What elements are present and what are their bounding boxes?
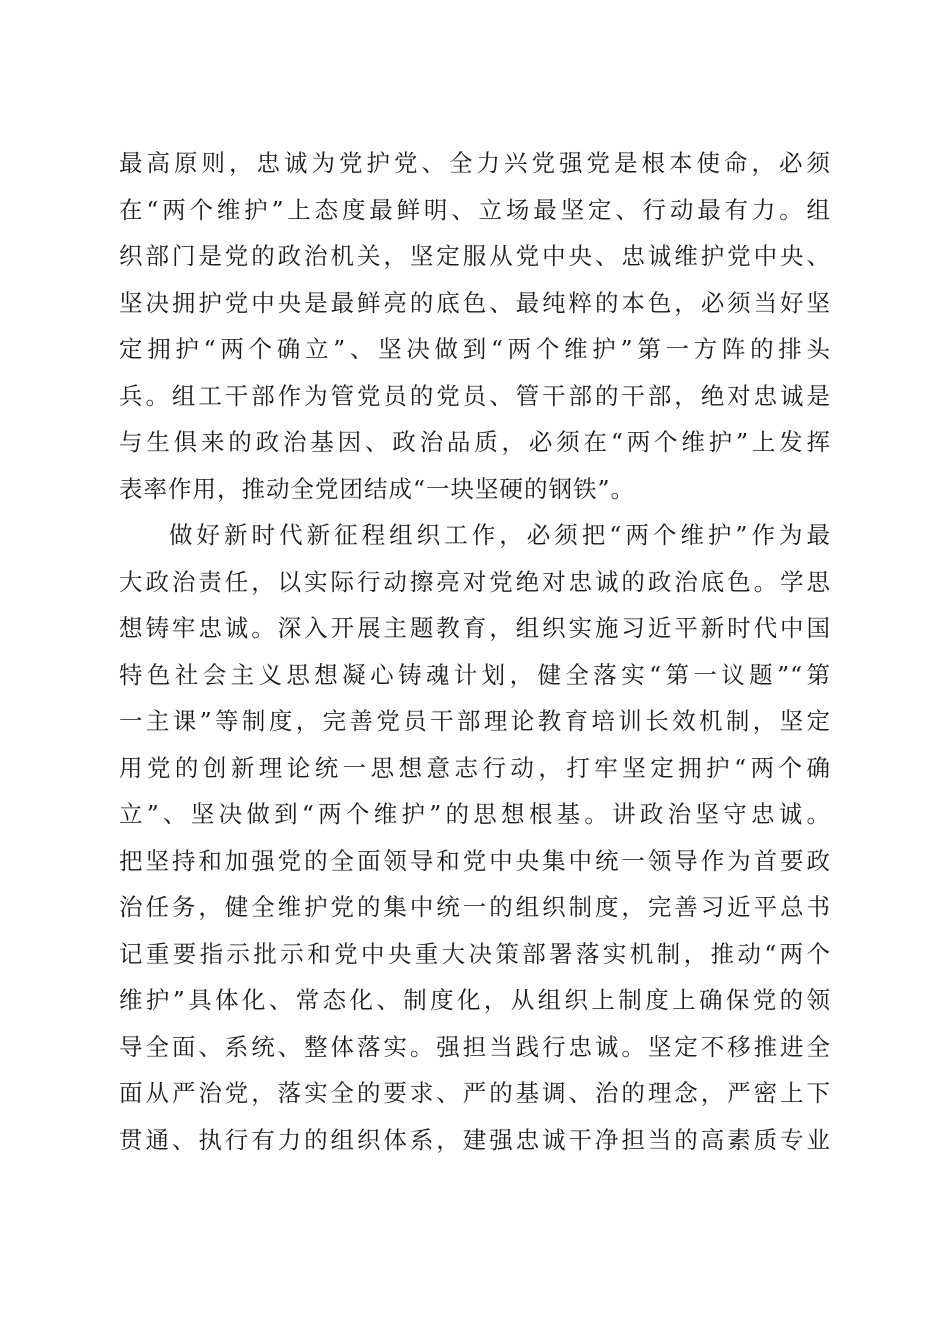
document-body [119, 140, 831, 1163]
text-line: 立”、坚决做到“两个维护”的思想根基。讲政治坚守忠诚。 [119, 800, 831, 828]
paragraph-1 [119, 140, 831, 512]
text-line: 一主课”等制度，完善党员干部理论教育培训长效机制，坚定 [119, 707, 831, 735]
text-line: 表率作用，推动全党团结成“一块坚硬的钢铁”。 [119, 474, 636, 503]
text-line: 定拥护“两个确立”、坚决做到“两个维护”第一方阵的排头 [119, 335, 831, 363]
text-line: 面从严治党，落实全的要求、严的基调、治的理念，严密上下 [119, 1079, 831, 1107]
text-line: 导全面、系统、整体落实。强担当践行忠诚。坚定不移推进全 [119, 1032, 831, 1061]
text-line: 特色社会主义思想凝心铸魂计划，健全落实“第一议题”“第 [119, 660, 831, 689]
text-line: 记重要指示批示和党中央重大决策部署落实机制，推动“两个 [119, 939, 831, 968]
text-line: 做好新时代新征程组织工作，必须把“两个维护”作为最 [169, 521, 831, 549]
text-line: 想铸牢忠诚。深入开展主题教育，组织实施习近平新时代中国 [119, 614, 831, 642]
text-line: 用党的创新理论统一思想意志行动，打牢坚定拥护“两个确 [119, 753, 831, 782]
paragraph-2 [119, 512, 831, 1163]
text-line: 与生俱来的政治基因、政治品质，必须在“两个维护”上发挥 [119, 428, 831, 456]
text-line: 贯通、执行有力的组织体系，建强忠诚干净担当的高素质专业 [119, 1125, 831, 1154]
text-line: 兵。组工干部作为管党员的党员、管干部的干部，绝对忠诚是 [119, 381, 831, 410]
text-line: 大政治责任，以实际行动擦亮对党绝对忠诚的政治底色。学思 [119, 567, 831, 596]
text-line: 坚决拥护党中央是最鲜亮的底色、最纯粹的本色，必须当好坚 [119, 288, 831, 317]
text-line: 把坚持和加强党的全面领导和党中央集中统一领导作为首要政 [119, 846, 831, 875]
text-line: 织部门是党的政治机关，坚定服从党中央、忠诚维护党中央、 [119, 242, 831, 270]
text-line: 在“两个维护”上态度最鲜明、立场最坚定、行动最有力。组 [119, 195, 831, 224]
text-line: 治任务，健全维护党的集中统一的组织制度，完善习近平总书 [119, 893, 831, 921]
text-line: 最高原则，忠诚为党护党、全力兴党强党是根本使命，必须 [119, 149, 831, 177]
text-line: 维护”具体化、常态化、制度化，从组织上制度上确保党的领 [119, 986, 831, 1014]
